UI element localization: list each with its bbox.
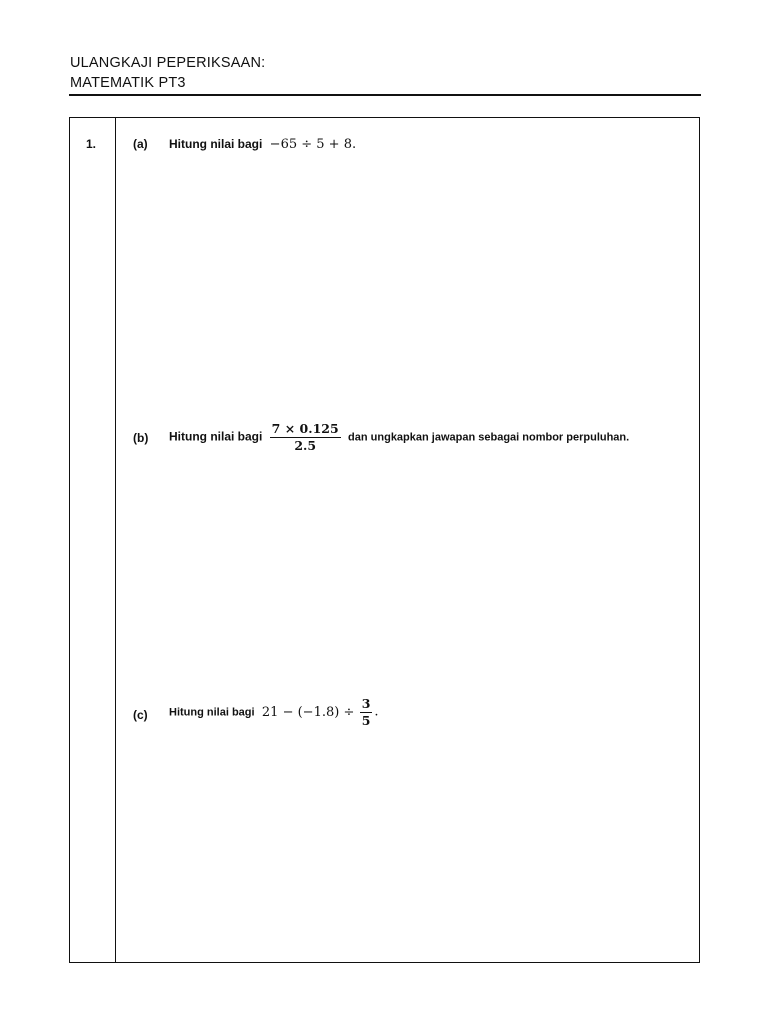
part-b-text [169, 421, 629, 454]
part-a-prefix: Hitung nilai bagi [169, 137, 263, 151]
question-box [69, 117, 700, 963]
part-c-numerator: 3 [361, 696, 371, 711]
part-b-suffix: dan ungkapkan jawapan sebagai nombor perpuluhan. [348, 431, 630, 444]
part-c-label: (c) [133, 708, 148, 722]
header-rule [69, 94, 701, 96]
part-a-text [169, 137, 356, 152]
part-b-numerator: 7 × 0.125 [271, 421, 339, 436]
part-a-expression: −65 ÷ 5 + 8 [269, 137, 352, 152]
part-b-prefix: Hitung nilai bagi [169, 429, 263, 444]
part-b-label: (b) [133, 431, 149, 445]
part-c-prefix: Hitung nilai bagi [169, 706, 255, 719]
part-c-fraction [360, 696, 373, 729]
question-column-divider [115, 117, 116, 963]
part-a-label: (a) [133, 137, 148, 151]
part-c-suffix: . [374, 704, 379, 720]
header-subtitle: MATEMATIK PT3 [70, 75, 186, 91]
header-title: ULANGKAJI PEPERIKSAAN: [70, 55, 266, 71]
part-b-denominator: 2.5 [294, 438, 317, 453]
page-header [70, 53, 700, 93]
part-c-denominator: 5 [361, 713, 371, 728]
part-a-suffix: . [351, 137, 357, 152]
part-b-fraction [270, 421, 341, 454]
part-c-text [169, 696, 379, 729]
part-c-expression: 21 − (−1.8) ÷ [261, 704, 355, 720]
question-number: 1. [86, 137, 97, 151]
